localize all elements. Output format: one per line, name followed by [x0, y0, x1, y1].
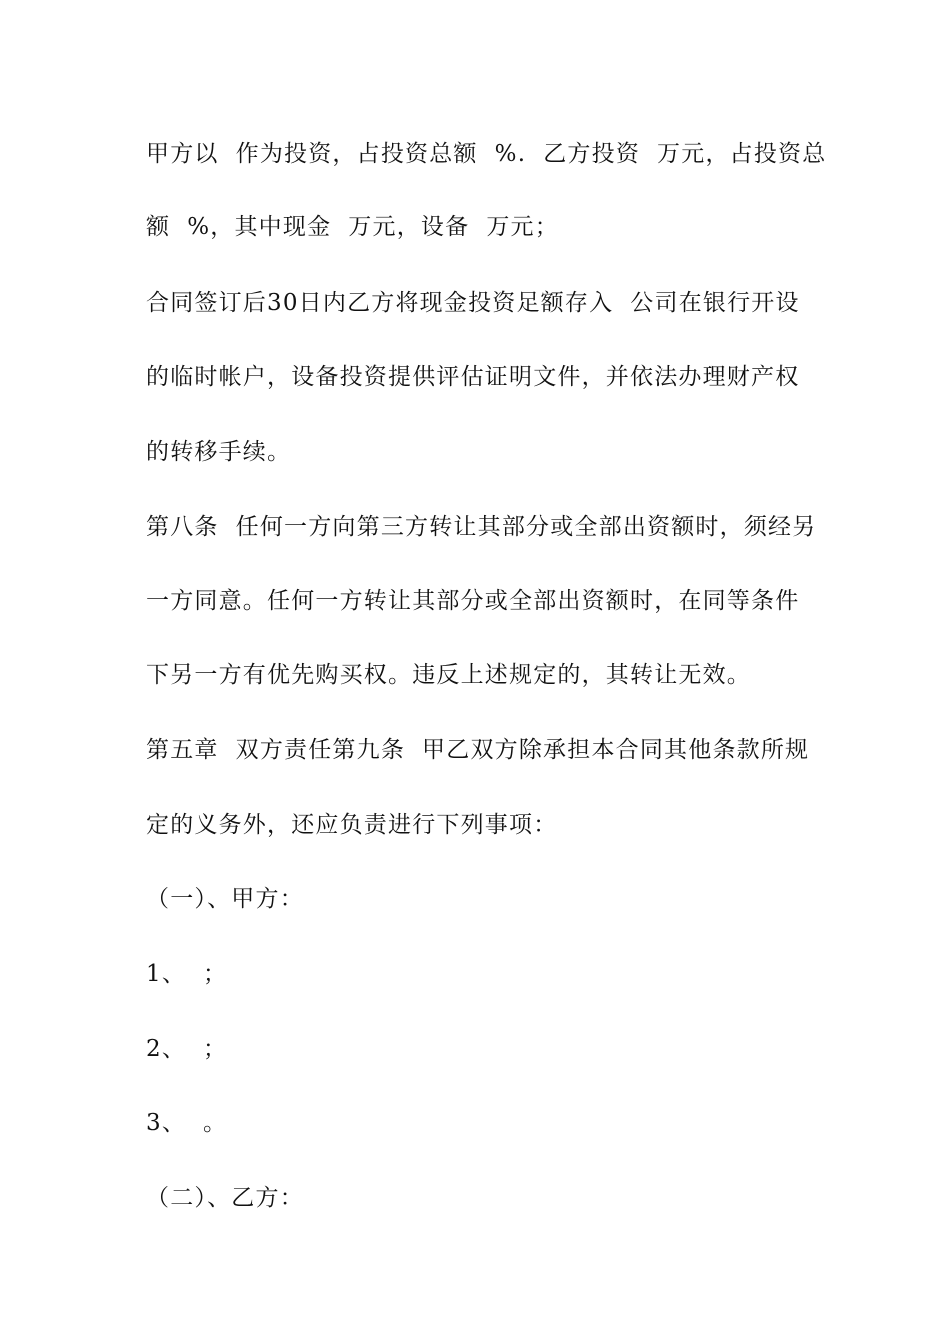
text-line: 第八条 任何一方向第三方转让其部分或全部出资额时，须经另 — [146, 514, 817, 540]
text-line: 的临时帐户，设备投资提供评估证明文件，并依法办理财产权 — [146, 364, 800, 390]
list-item: 2、 ； — [146, 1036, 228, 1062]
text-line: 的转移手续。 — [146, 439, 292, 465]
section-heading: （二）、乙方： — [146, 1185, 304, 1211]
list-item: 1、 ； — [146, 961, 228, 987]
text-line: 合同签订后30日内乙方将现金投资足额存入 公司在银行开设 — [146, 290, 800, 316]
text-line: 额 %，其中现金 万元，设备 万元； — [146, 214, 559, 240]
text-line: 定的义务外，还应负责进行下列事项： — [146, 812, 558, 838]
section-heading: （一）、甲方： — [146, 886, 304, 912]
text-line: 一方同意。任何一方转让其部分或全部出资额时，在同等条件 — [146, 588, 800, 614]
text-line: 下另一方有优先购买权。违反上述规定的，其转让无效。 — [146, 662, 751, 688]
list-item: 3、 。 — [146, 1110, 228, 1136]
text-line: 第五章 双方责任第九条 甲乙双方除承担本合同其他条款所规 — [146, 737, 810, 763]
text-line: 甲方以 作为投资，占投资总额 %. 乙方投资 万元，占投资总 — [146, 141, 827, 167]
